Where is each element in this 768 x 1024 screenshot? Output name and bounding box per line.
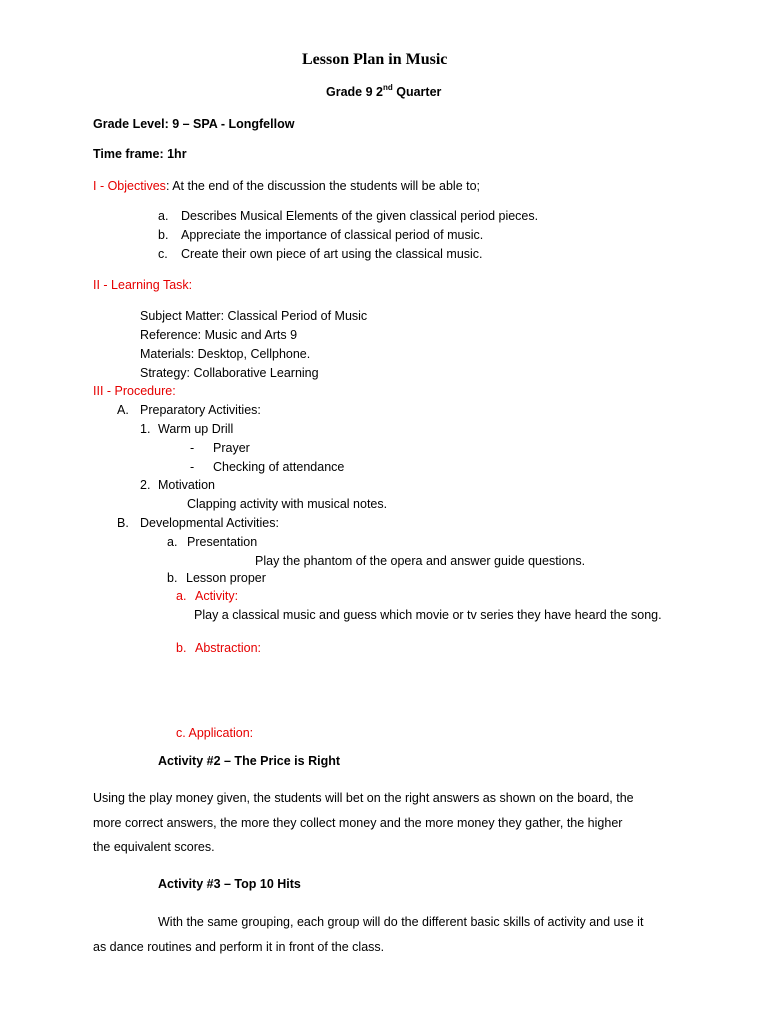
warm-up-marker: 1. xyxy=(140,422,151,436)
abstraction-label: Abstraction: xyxy=(195,641,262,655)
subtitle-grade: Grade 9 2 xyxy=(326,85,383,99)
activity-label: Activity: xyxy=(195,589,239,603)
activity-marker: a. xyxy=(176,589,187,603)
objectives-intro: : At the end of the discussion the students will be able to; xyxy=(165,179,481,193)
abstraction-marker: b. xyxy=(176,641,187,655)
activity-text: Play a classical music and guess which movie or tv series they have heard the song. xyxy=(194,608,662,622)
activity2-line-1: Using the play money given, the students will bet on the right answers as shown on the board, the xyxy=(93,791,634,805)
procedure-heading: III - Procedure: xyxy=(93,384,176,398)
objective-item-b: Appreciate the importance of classical period of music. xyxy=(181,228,484,242)
objective-marker-c: c. xyxy=(158,247,168,261)
objectives-label: I - Objectives xyxy=(93,179,166,193)
activity3-line-1: With the same grouping, each group will do the different basic skills of activity and use it xyxy=(158,915,644,929)
presentation-marker: a. xyxy=(167,535,178,549)
materials: Materials: Desktop, Cellphone. xyxy=(140,347,311,361)
preparatory-marker: A. xyxy=(117,403,129,417)
objective-marker-b: b. xyxy=(158,228,169,242)
subtitle-quarter: Quarter xyxy=(392,85,442,99)
prayer-dash: - xyxy=(190,441,195,455)
activity2-line-3: the equivalent scores. xyxy=(93,840,215,854)
lesson-proper-marker: b. xyxy=(167,571,178,585)
application-label: c. Application: xyxy=(176,726,254,740)
motivation-label: Motivation xyxy=(158,478,215,492)
learning-task-heading: II - Learning Task: xyxy=(93,278,193,292)
checking-attendance: Checking of attendance xyxy=(213,460,345,474)
motivation-marker: 2. xyxy=(140,478,151,492)
document-title: Lesson Plan in Music xyxy=(302,51,448,68)
preparatory-activities: Preparatory Activities: xyxy=(140,403,261,417)
lesson-proper-label: Lesson proper xyxy=(186,571,266,585)
presentation-text: Play the phantom of the opera and answer guide questions. xyxy=(255,554,586,568)
attendance-dash: - xyxy=(190,460,195,474)
activity2-heading: Activity #2 – The Price is Right xyxy=(158,754,341,768)
time-frame: Time frame: 1hr xyxy=(93,147,187,161)
strategy: Strategy: Collaborative Learning xyxy=(140,366,319,380)
objective-item-c: Create their own piece of art using the classical music. xyxy=(181,247,483,261)
objectives-heading xyxy=(93,178,480,194)
activity2-line-2: more correct answers, the more they collect money and the more money they gather, the higher xyxy=(93,816,623,830)
warm-up-drill: Warm up Drill xyxy=(158,422,234,436)
developmental-activities: Developmental Activities: xyxy=(140,516,279,530)
document-subtitle xyxy=(326,84,441,100)
objective-item-a: Describes Musical Elements of the given classical period pieces. xyxy=(181,209,539,223)
grade-level: Grade Level: 9 – SPA - Longfellow xyxy=(93,117,295,131)
activity3-heading: Activity #3 – Top 10 Hits xyxy=(158,877,301,891)
subject-matter: Subject Matter: Classical Period of Music xyxy=(140,309,368,323)
reference: Reference: Music and Arts 9 xyxy=(140,328,298,342)
subtitle-superscript: nd xyxy=(382,82,393,92)
motivation-text: Clapping activity with musical notes. xyxy=(187,497,388,511)
presentation-label: Presentation xyxy=(187,535,258,549)
prayer: Prayer xyxy=(213,441,250,455)
activity3-line-2: as dance routines and perform it in front of the class. xyxy=(93,940,385,954)
objective-marker-a: a. xyxy=(158,209,169,223)
developmental-marker: B. xyxy=(117,516,129,530)
